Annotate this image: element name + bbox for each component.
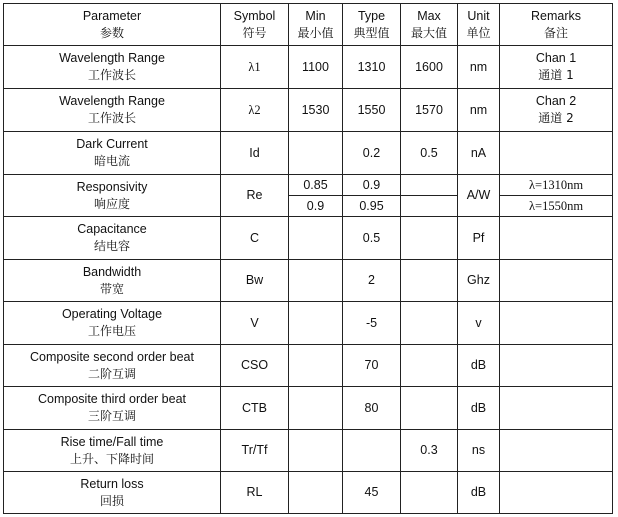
param-cell: Wavelength Range 工作波长: [4, 89, 221, 132]
header-max: Max 最大值: [401, 4, 458, 46]
symbol-cell: C: [221, 217, 289, 260]
min-cell: [289, 387, 343, 430]
unit-cell: Pf: [458, 217, 500, 260]
unit-cell: dB: [458, 387, 500, 430]
header-unit: Unit 单位: [458, 4, 500, 46]
remarks-cell: λ=1550nm: [500, 196, 613, 217]
symbol-cell: Id: [221, 132, 289, 175]
min-cell: [289, 345, 343, 387]
unit-cell: Ghz: [458, 260, 500, 302]
symbol-cell: λ2: [221, 89, 289, 132]
max-cell: 0.5: [401, 132, 458, 175]
unit-cell: dB: [458, 345, 500, 387]
symbol-cell: RL: [221, 472, 289, 514]
spec-table: [3, 3, 613, 514]
header-parameter: Parameter 参数: [4, 4, 221, 46]
table-row: [4, 217, 613, 260]
param-cell: Dark Current 暗电流: [4, 132, 221, 175]
remarks-cell: Chan 2 通道 2: [500, 89, 613, 132]
param-cell: Responsivity 响应度: [4, 175, 221, 217]
type-cell: 0.95: [343, 196, 401, 217]
max-cell: 1600: [401, 46, 458, 89]
max-cell: [401, 217, 458, 260]
unit-cell: ns: [458, 430, 500, 472]
max-cell: [401, 196, 458, 217]
type-cell: 0.9: [343, 175, 401, 196]
min-cell: 0.9: [289, 196, 343, 217]
table-row: [4, 472, 613, 514]
symbol-cell: Bw: [221, 260, 289, 302]
param-cell: Operating Voltage 工作电压: [4, 302, 221, 345]
type-cell: 1310: [343, 46, 401, 89]
table-row: [4, 132, 613, 175]
max-cell: [401, 302, 458, 345]
remarks-cell: [500, 472, 613, 514]
remarks-cell: [500, 345, 613, 387]
table-row: [4, 175, 613, 196]
param-cell: Composite second order beat 二阶互调: [4, 345, 221, 387]
symbol-cell: CSO: [221, 345, 289, 387]
min-cell: [289, 132, 343, 175]
symbol-cell: V: [221, 302, 289, 345]
min-cell: [289, 430, 343, 472]
table-row: [4, 345, 613, 387]
header-min: Min 最小值: [289, 4, 343, 46]
max-cell: 0.3: [401, 430, 458, 472]
symbol-cell: CTB: [221, 387, 289, 430]
type-cell: 0.5: [343, 217, 401, 260]
symbol-cell: λ1: [221, 46, 289, 89]
param-cell: Bandwidth 带宽: [4, 260, 221, 302]
max-cell: [401, 175, 458, 196]
max-cell: 1570: [401, 89, 458, 132]
remarks-cell: λ=1310nm: [500, 175, 613, 196]
min-cell: [289, 217, 343, 260]
type-cell: 2: [343, 260, 401, 302]
remarks-cell: [500, 302, 613, 345]
table-row: [4, 387, 613, 430]
symbol-cell: Re: [221, 175, 289, 217]
min-cell: 1530: [289, 89, 343, 132]
table-row: [4, 89, 613, 132]
param-cell: Composite third order beat 三阶互调: [4, 387, 221, 430]
type-cell: 70: [343, 345, 401, 387]
max-cell: [401, 345, 458, 387]
type-cell: 45: [343, 472, 401, 514]
type-cell: 1550: [343, 89, 401, 132]
remarks-cell: [500, 217, 613, 260]
param-cell: Capacitance 结电容: [4, 217, 221, 260]
type-cell: 0.2: [343, 132, 401, 175]
min-cell: [289, 472, 343, 514]
remarks-cell: [500, 260, 613, 302]
unit-cell: dB: [458, 472, 500, 514]
type-cell: -5: [343, 302, 401, 345]
table-row: [4, 260, 613, 302]
type-cell: 80: [343, 387, 401, 430]
min-cell: 0.85: [289, 175, 343, 196]
unit-cell: A/W: [458, 175, 500, 217]
table-row: [4, 46, 613, 89]
table-row: [4, 302, 613, 345]
param-cell: Rise time/Fall time 上升、下降时间: [4, 430, 221, 472]
unit-cell: v: [458, 302, 500, 345]
min-cell: [289, 260, 343, 302]
min-cell: 1100: [289, 46, 343, 89]
header-type: Type 典型值: [343, 4, 401, 46]
unit-cell: nm: [458, 89, 500, 132]
remarks-cell: [500, 387, 613, 430]
remarks-cell: [500, 430, 613, 472]
header-symbol: Symbol 符号: [221, 4, 289, 46]
type-cell: [343, 430, 401, 472]
remarks-cell: [500, 132, 613, 175]
symbol-cell: Tr/Tf: [221, 430, 289, 472]
param-cell: Return loss 回损: [4, 472, 221, 514]
header-remarks: Remarks 备注: [500, 4, 613, 46]
remarks-cell: Chan 1 通道 1: [500, 46, 613, 89]
param-cell: Wavelength Range 工作波长: [4, 46, 221, 89]
unit-cell: nm: [458, 46, 500, 89]
min-cell: [289, 302, 343, 345]
max-cell: [401, 260, 458, 302]
max-cell: [401, 387, 458, 430]
table-row: [4, 430, 613, 472]
max-cell: [401, 472, 458, 514]
unit-cell: nA: [458, 132, 500, 175]
header-row: [4, 4, 613, 46]
